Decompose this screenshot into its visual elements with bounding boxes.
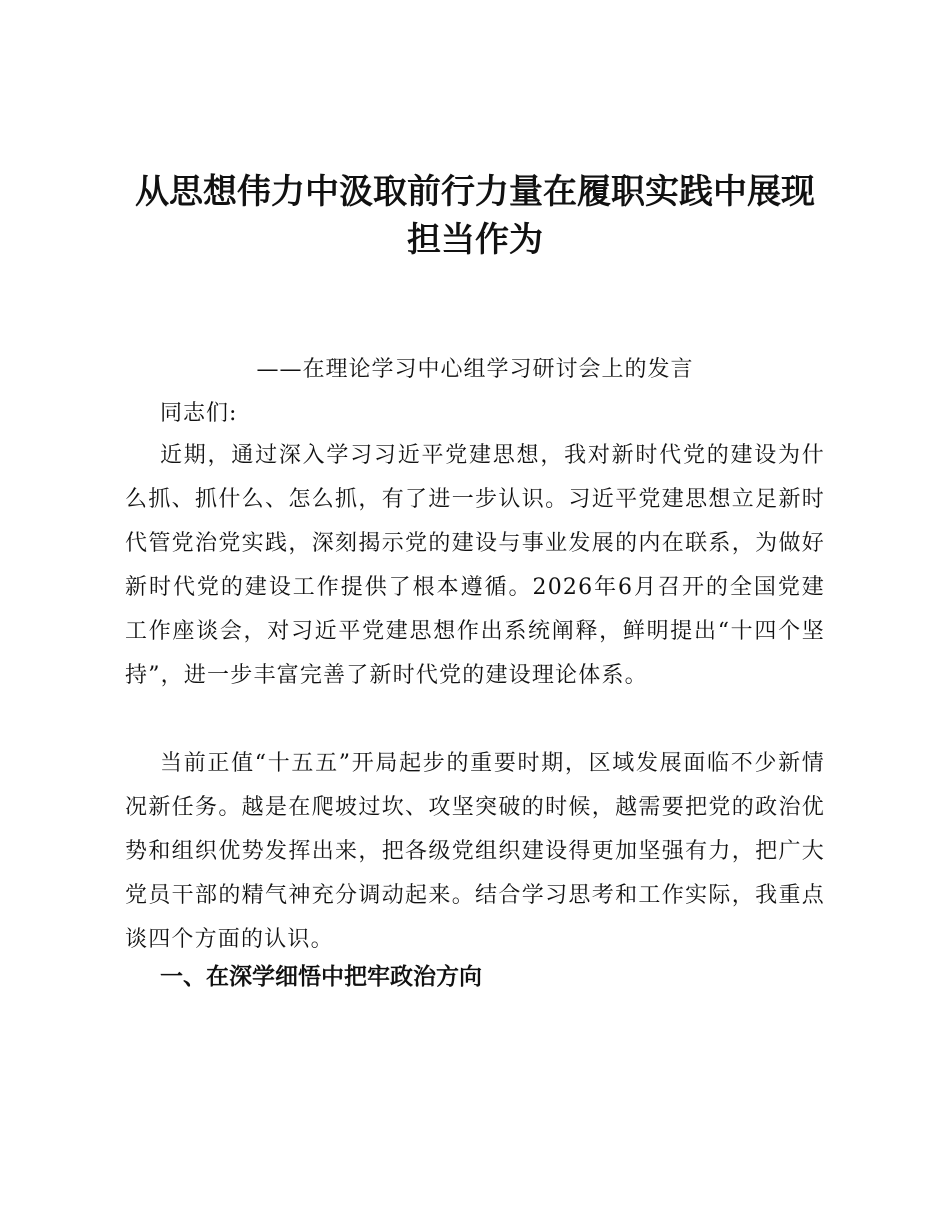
section-heading-1: 一、在深学细悟中把牢政治方向 (160, 964, 482, 990)
paragraph-1: 近期，通过深入学习习近平党建思想，我对新时代党的建设为什么抓、抓什么、怎么抓，有了进一步认识。习近平党建思想立足新时代管党治党实践，深刻揭示党的建设与事业发展的内在联系，为做好新时代党的建设工作提供了根本遵循。2026年6月召开的全国党建工作座谈会，对习近平党建思想作出系统阐释，鲜明提出“十四个坚持”，进一步丰富完善了新时代党的建设理论体系。 (125, 443, 825, 688)
paragraph-2: 当前正值“十五五”开局起步的重要时期，区域发展面临不少新情况新任务。越是在爬坡过坎、攻坚突破的时候，越需要把党的政治优势和组织优势发挥出来，把各级党组织建设得更加坚强有力，把广大党员干部的精气神充分调动起来。结合学习思考和工作实际，我重点谈四个方面的认识。 (125, 751, 825, 952)
document-subtitle: ——在理论学习中心组学习研讨会上的发言 (256, 357, 694, 382)
document-title-line-1: 从思想伟力中汲取前行力量在履职实践中展现 (135, 172, 815, 212)
salutation: 同志们: (160, 401, 238, 426)
document-title-line-2: 担当作为 (407, 220, 543, 260)
